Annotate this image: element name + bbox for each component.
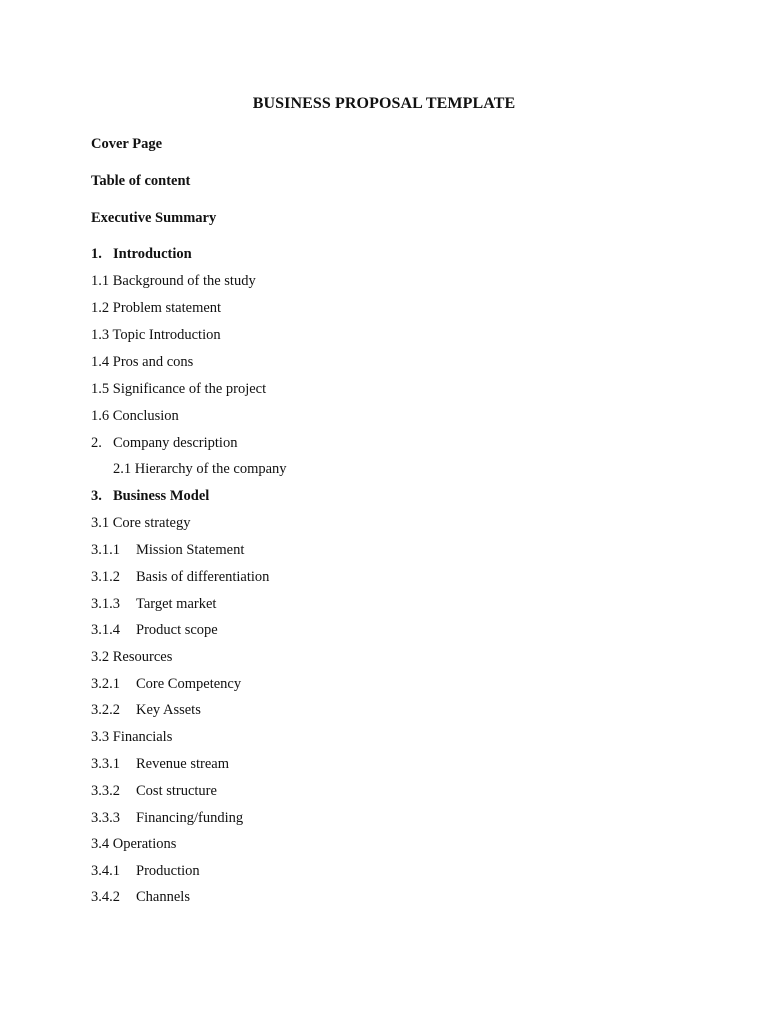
item-label: Core Competency	[136, 676, 242, 692]
list-item: 3.4 Operations	[91, 836, 177, 852]
item-number: 3.2.1	[91, 676, 120, 692]
list-item: 1.4 Pros and cons	[91, 354, 194, 370]
list-item: 1.5 Significance of the project	[91, 381, 267, 397]
front-matter-table-of-content: Table of content	[91, 173, 191, 189]
section-heading-introduction	[91, 244, 192, 264]
item-label: Cost structure	[136, 783, 217, 799]
section-label: Company description	[113, 435, 238, 451]
item-label: Target market	[136, 596, 217, 612]
item-number: 3.1.3	[91, 596, 120, 612]
item-label: Product scope	[136, 622, 218, 638]
item-number: 3.2.2	[91, 702, 120, 718]
list-item	[91, 781, 217, 801]
item-label: Basis of differentiation	[136, 569, 270, 585]
list-item: 3.2 Resources	[91, 649, 173, 665]
list-item	[91, 567, 269, 587]
document-title: BUSINESS PROPOSAL TEMPLATE	[252, 95, 516, 112]
section-label: Business Model	[113, 488, 210, 504]
section-number: 1.	[91, 246, 102, 262]
item-number: 3.1.4	[91, 622, 120, 638]
list-item	[91, 620, 218, 640]
item-number: 3.3.3	[91, 810, 120, 826]
list-item	[91, 861, 200, 881]
item-number: 3.3.2	[91, 783, 120, 799]
item-number: 3.4.1	[91, 863, 120, 879]
item-label: Mission Statement	[136, 542, 245, 558]
item-label: Production	[136, 863, 200, 879]
list-item: 1.3 Topic Introduction	[91, 327, 221, 343]
list-item	[91, 674, 241, 694]
list-item	[91, 540, 244, 560]
list-item: 1.1 Background of the study	[91, 273, 256, 289]
front-matter-executive-summary: Executive Summary	[91, 210, 217, 226]
list-item	[91, 754, 229, 774]
item-number: 3.3.1	[91, 756, 120, 772]
item-label: Revenue stream	[136, 756, 230, 772]
section-number: 2.	[91, 435, 102, 451]
list-item: 2.1 Hierarchy of the company	[113, 461, 287, 477]
section-heading-business-model	[91, 486, 209, 506]
list-item: 3.3 Financials	[91, 729, 173, 745]
item-number: 3.4.2	[91, 889, 120, 905]
list-item	[91, 594, 216, 614]
item-label: Channels	[136, 889, 190, 905]
section-number: 3.	[91, 488, 102, 504]
front-matter-cover-page: Cover Page	[91, 136, 162, 152]
item-number: 3.1.2	[91, 569, 120, 585]
item-label: Financing/funding	[136, 810, 244, 826]
list-item	[91, 808, 243, 828]
list-item: 3.1 Core strategy	[91, 515, 191, 531]
list-item: 1.2 Problem statement	[91, 300, 222, 316]
list-item	[91, 887, 190, 907]
list-item	[91, 700, 201, 720]
item-label: Key Assets	[136, 702, 201, 718]
item-number: 3.1.1	[91, 542, 120, 558]
section-heading-company-description	[91, 433, 237, 453]
list-item: 1.6 Conclusion	[91, 408, 179, 424]
section-label: Introduction	[113, 246, 192, 262]
